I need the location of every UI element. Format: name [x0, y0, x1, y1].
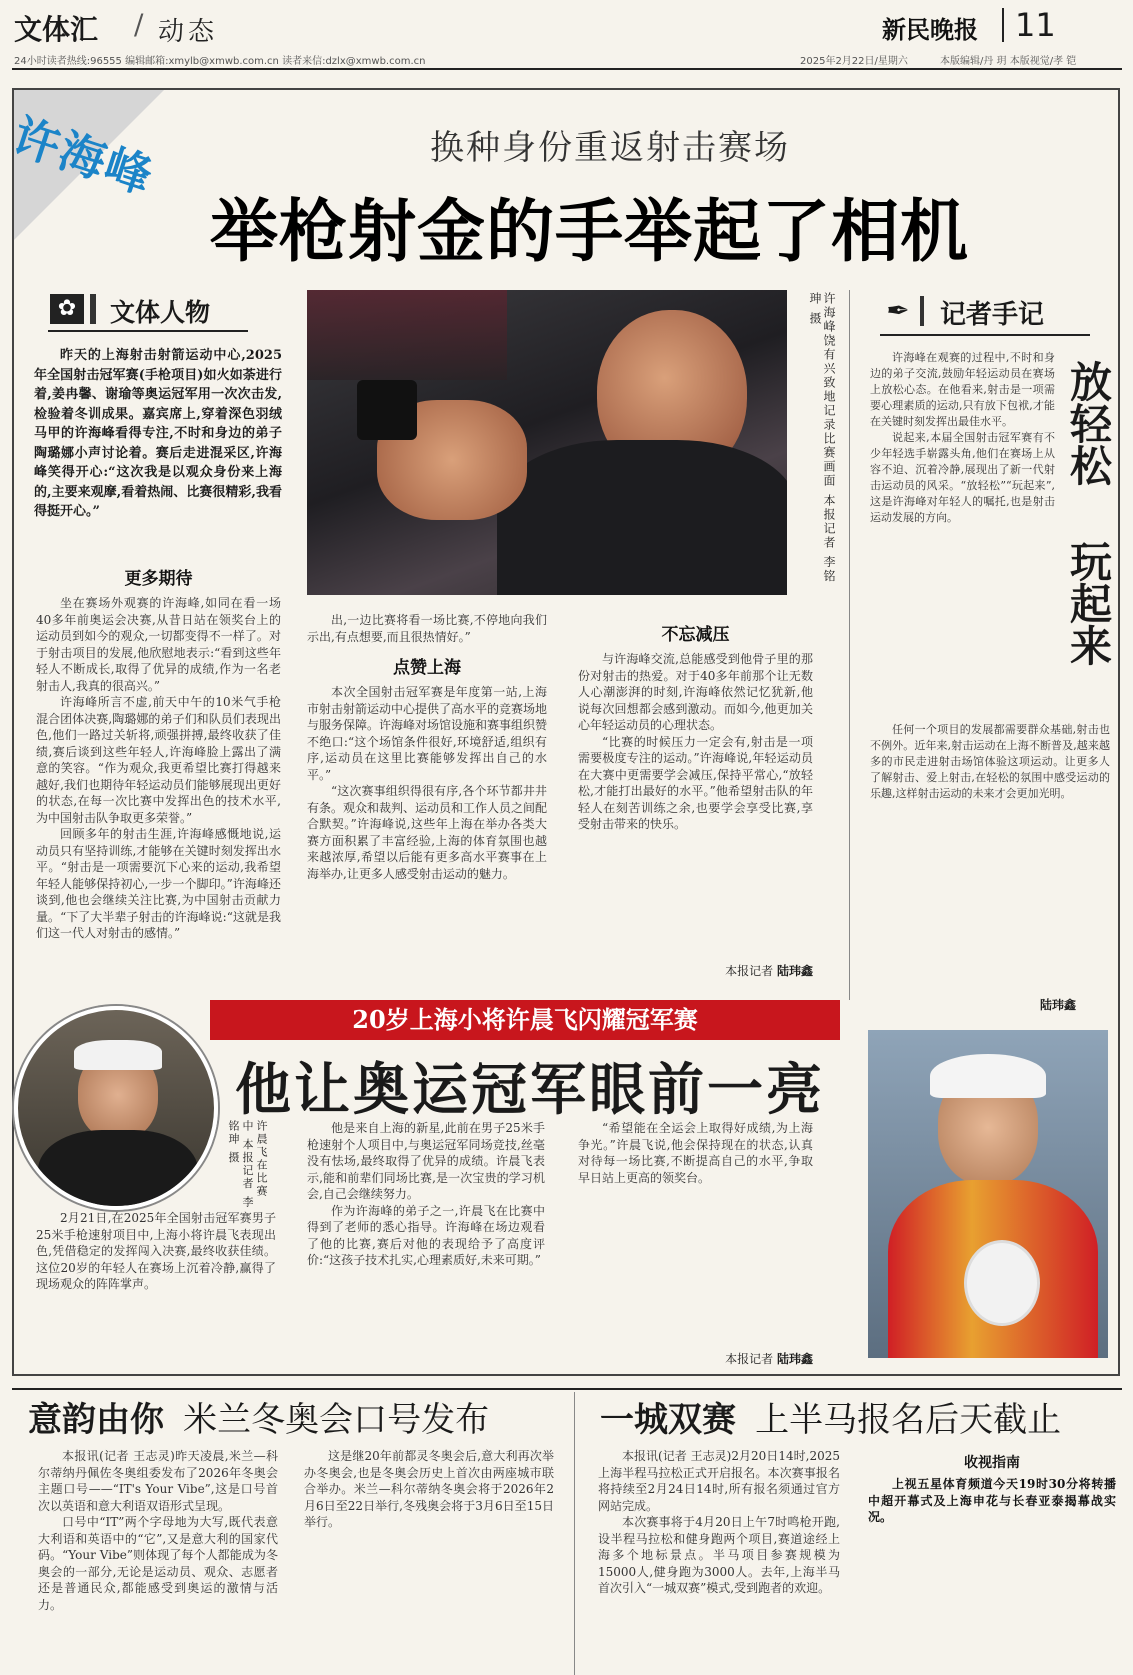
flower-icon: ✿ — [50, 294, 84, 324]
column-tag-note — [880, 290, 1090, 336]
second-article-col-1 — [36, 1210, 276, 1360]
bottom-left-headline — [28, 1392, 568, 1442]
byline-label: 本报记者 — [725, 1352, 774, 1366]
note-headline-1: 放轻松 — [1064, 360, 1113, 486]
athlete-cap — [930, 1054, 1046, 1098]
main-photo — [307, 290, 787, 595]
subheading-more-expectations: 更多期待 — [124, 569, 193, 589]
tv-guide-title: 收视指南 — [964, 1455, 1020, 1471]
photo-jacket — [497, 440, 787, 595]
lead-paragraph: 昨天的上海射击射箭运动中心,2025年全国射击冠军赛(手枪项目)如火如荼进行着,姜冉馨、谢瑜等奥运冠军用一次次击发,检验着冬训成果。嘉宾席上,穿着深色羽绒马甲的许海峰看得专注,不时和身边的弟子陶璐娜小声讨论着。赛后走进混采区,许海峰笑得开心:“这次我是以观众身份来上海的,主要来观摩,看着热闹、比赛很精彩,我看得挺开心。” — [34, 348, 282, 519]
main-article-col-2 — [307, 612, 547, 978]
main-article-col-3 — [578, 612, 813, 964]
photo-camera — [357, 380, 417, 440]
subheading-praise-shanghai: 点赞上海 — [393, 658, 461, 678]
photo-background-red — [307, 290, 507, 380]
bottom-right-headline-rest: 上半马报名后天截止 — [755, 1400, 1062, 1440]
pen-icon: ✒ — [886, 294, 910, 327]
byline-name: 陆玮鑫 — [776, 1352, 813, 1366]
page-number-divider — [1002, 8, 1004, 42]
second-article-col-3 — [578, 1120, 813, 1348]
note-tag-label: 记者手记 — [940, 300, 1045, 330]
note-divider — [849, 290, 850, 1000]
column-tag-accent — [90, 294, 96, 324]
bottom-left-headline-rest: 米兰冬奥会口号发布 — [183, 1400, 490, 1440]
section-slash: / — [134, 8, 144, 41]
article-paragraph: 许海峰所言不虚,前天中午的10米气手枪混合团体决赛,陶璐娜的弟子们和队员们表现出色,他们一路过关斩将,顽强拼搏,最终收获了佳绩,赛后谈到这些年轻人,许海峰脸上露出了满意的笑容。“作为观众,我更希望比赛打得越来越好,我们也期待年轻运动员们能够展现出更好的状态,在每一次比赛中发挥出色的技术水平,为中国射击队争取更多荣誉。” — [36, 695, 281, 825]
second-kicker: 20岁上海小将许晨飞闪耀冠军赛 — [352, 1005, 698, 1034]
article-paragraph: 回顾多年的射击生涯,许海峰感慨地说,运动员只有坚持训练,才能够在关键时刻发挥出水平。“射击是一项需要沉下心来的运动,我希望年轻人能够保持初心,一步一个脚印。”许海峰还谈到,他也会继续关注比赛,为中国射击贡献力量。“下了大半辈子射击的许海峰说:“这就是我们这一代人对射击的感情。” — [36, 827, 281, 940]
masthead-rule — [12, 68, 1122, 70]
main-kicker: 换种身份重返射击赛场 — [430, 128, 790, 168]
subsection-title: 动态 — [158, 17, 219, 47]
main-article-col-1 — [36, 556, 281, 974]
bottom-divider — [574, 1392, 575, 1675]
athlete-cap — [74, 1040, 162, 1070]
article-paragraph: 2月21日,在2025年全国射击冠军赛男子25米手枪速射项目中,上海小将许晨飞表现出色,凭借稳定的发挥闯入决赛,最终收获佳绩。这位20岁的年轻人在赛场上沉着冷静,赢得了现场观众的阵阵掌声。 — [36, 1211, 276, 1291]
held-portrait — [964, 1240, 1040, 1326]
article-paragraph: 出,一边比赛将看一场比赛,不停地向我们示出,有点想要,而且很热情好。” — [307, 613, 547, 644]
article-paragraph: 这是继20年前都灵冬奥会后,意大利再次举办冬奥会,也是冬奥会历史上首次由两座城市联合举办。米兰—科尔蒂纳冬奥会将于2026年2月6日至22日举行,冬残奥会将于3月6日至15日举行。 — [304, 1449, 554, 1529]
note-byline: 陆玮鑫 — [1040, 998, 1077, 1012]
page-number: 11 — [1015, 6, 1056, 44]
main-byline — [578, 962, 813, 979]
article-paragraph: 坐在赛场外观赛的许海峰,如同在看一场40多年前奥运会决赛,从昔日站在领奖台上的运动员到如今的观众,一切都变得不一样了。对于射击项目的发展,他欣慰地表示:“看到这些年轻人不断成长,取得了优异的成绩,作为一名老射击人,我真的很高兴。” — [36, 596, 281, 693]
subheading-stress-relief: 不忘减压 — [661, 625, 730, 645]
athlete-body — [38, 1130, 198, 1210]
note-body-top — [870, 350, 1055, 710]
note-headline-2: 玩起来 — [1064, 540, 1113, 666]
paper-name: 新民晚报 — [882, 15, 978, 44]
byline-name: 陆玮鑫 — [776, 964, 813, 978]
bottom-rule — [12, 1388, 1122, 1390]
editor-line: 本版编辑/丹 玥 本版视觉/孝 铠 — [940, 56, 1077, 67]
main-photo-caption: 许海峰饶有兴致地记录比赛画面 本报记者 李铭珅 摄 — [808, 292, 836, 584]
contact-line: 24小时读者热线:96555 编辑邮箱:xmylb@xmwb.com.cn 读者来信:dzlx@xmwb.com.cn — [14, 56, 426, 67]
note-paragraph: 任何一个项目的发展都需要群众基础,射击也不例外。近年来,射击运动在上海不断普及,越来越多的市民走进射击场馆体验这项运动。让更多人了解射击、爱上射击,在轻松的氛围中感受运动的乐趣,这样射击运动的未来才会更加光明。 — [870, 723, 1110, 800]
article-paragraph: 作为许海峰的弟子之一,许晨飞在比赛中得到了老师的悉心指导。许海峰在场边观看了他的比赛,赛后对他的表现给予了高度评价:“这孩子技术扎实,心理素质好,未来可期。” — [307, 1203, 545, 1267]
note-headline — [1058, 360, 1113, 700]
article-paragraph: “希望能在全运会上取得好成绩,为上海争光。”许晨飞说,他会保持现在的状态,认真对待每一场比赛,不断提高自己的水平,争取早日站上更高的领奖台。 — [578, 1121, 813, 1185]
article-paragraph: 本次赛事将于4月20日上午7时鸣枪开跑,设半程马拉松和健身跑两个项目,赛道途经上海多个地标景点。半马项目参赛规模为15000人,健身跑为3000人。去年,上海半马首次引入“一城双赛”模式,受到跑者的欢迎。 — [598, 1515, 840, 1595]
note-paragraph: 说起来,本届全国射击冠军赛有不少年轻选手崭露头角,他们在赛场上从容不迫、沉着冷静,展现出了新一代射击运动员的风采。“放轻松”“玩起来”,这是许海峰对年轻人的嘱托,也是射击运动发展的方向。 — [870, 431, 1055, 524]
second-photo-right — [868, 1030, 1108, 1358]
section-title: 文体汇 — [14, 13, 99, 46]
bottom-left-headline-bold: 意韵由你 — [28, 1400, 164, 1440]
column-tag-label: 文体人物 — [110, 298, 211, 327]
second-photo-round — [14, 1006, 218, 1210]
bottom-left-col-2 — [304, 1448, 554, 1670]
article-paragraph: “这次赛事组织得很有序,各个环节都井井有条。观众和裁判、运动员和工作人员之间配合默契。”许海峰说,这些年上海在举办各类大赛方面积累了丰富经验,上海的体育氛围也越来越浓厚,希望以后能有更多高水平赛事在上海举办,让更多人感受射击运动的魅力。 — [307, 784, 547, 881]
second-photo-caption: 许晨飞在比赛中 本报记者 李铭珅 摄 — [227, 1120, 268, 1209]
article-paragraph: 本报讯(记者 王志灵)昨天凌晨,米兰—科尔蒂纳丹佩佐冬奥组委发布了2026年冬奥会主题口号——“IT's Your Vibe”,这是口号首次以英语和意大利语双语形式呈现。 — [38, 1449, 278, 1513]
masthead — [12, 6, 1122, 48]
second-kicker-bar — [210, 1000, 840, 1040]
tv-guide-text: 上视五星体育频道今天19时30分将转播中超开幕式及上海申花与长春亚泰揭幕战实况。 — [868, 1477, 1116, 1524]
second-headline: 他让奥运冠军眼前一亮 — [235, 1057, 825, 1123]
bottom-right-col-2 — [868, 1448, 1116, 1670]
bottom-right-headline — [600, 1392, 1120, 1442]
article-paragraph: 与许海峰交流,总能感受到他骨子里的那份对射击的热爱。对于40多年前那个让无数人心潮澎湃的时刻,许海峰依然记忆犹新,他说每次回想都会感到激动。而如今,他更加关心年轻运动员的心理状态。 — [578, 652, 813, 732]
bottom-right-col-1 — [598, 1448, 840, 1670]
second-article-col-2 — [307, 1120, 545, 1360]
note-body-bottom — [870, 722, 1110, 988]
main-headline: 举枪射金的手举起了相机 — [210, 193, 970, 272]
article-paragraph: “比赛的时候压力一定会有,射击是一项需要极度专注的运动。”许海峰说,年轻运动员在大赛中更需要学会减压,保持平常心,“放轻松,才能打出最好的水平。”他希望射击队的年轻人在刻苦训练之余,也要学会享受比赛,享受射击带来的快乐。 — [578, 734, 813, 831]
column-tag-people — [48, 290, 248, 332]
date-line: 2025年2月22日/星期六 — [800, 56, 908, 67]
name-tag: 许海峰 — [6, 108, 161, 205]
article-paragraph: 口号中“IT”两个字母地为大写,既代表意大利语和英语中的“它”,又是意大利的国家代码。“Your Vibe”则体现了每个人都能成为冬奥会的一部分,无论是运动员、观众、志愿者还是普通民众,都能感受到奥运的激情与活力。 — [38, 1515, 278, 1612]
bottom-right-headline-bold: 一城双赛 — [600, 1400, 736, 1440]
bottom-left-col-1 — [38, 1448, 278, 1670]
article-paragraph: 本报讯(记者 王志灵)2月20日14时,2025上海半程马拉松正式开启报名。本次赛事报名将持续至2月24日14时,所有报名须通过官方网站完成。 — [598, 1449, 840, 1513]
article-paragraph: 本次全国射击冠军赛是年度第一站,上海市射击射箭运动中心提供了高水平的竞赛场地与服务保障。许海峰对场馆设施和赛事组织赞不绝口:“这个场馆条件很好,环境舒适,组织有序,运动员在这里比赛能够发挥出自己的水平。” — [307, 685, 547, 782]
second-byline — [578, 1350, 813, 1367]
byline-label: 本报记者 — [725, 964, 774, 978]
note-tag-accent — [920, 296, 924, 326]
note-paragraph: 许海峰在观赛的过程中,不时和身边的弟子交流,鼓励年轻运动员在赛场上放松心态。在他看来,射击是一项需要心理素质的运动,只有放下包袱,才能在关键时刻发挥出最佳水平。 — [870, 351, 1055, 428]
article-paragraph: 他是来自上海的新星,此前在男子25米手枪速射个人项目中,与奥运冠军同场竞技,丝毫没有怯场,最终取得了优异的成绩。许晨飞表示,能和前辈们同场比赛,是一次宝贵的学习机会,自己会继续努力。 — [307, 1121, 545, 1201]
